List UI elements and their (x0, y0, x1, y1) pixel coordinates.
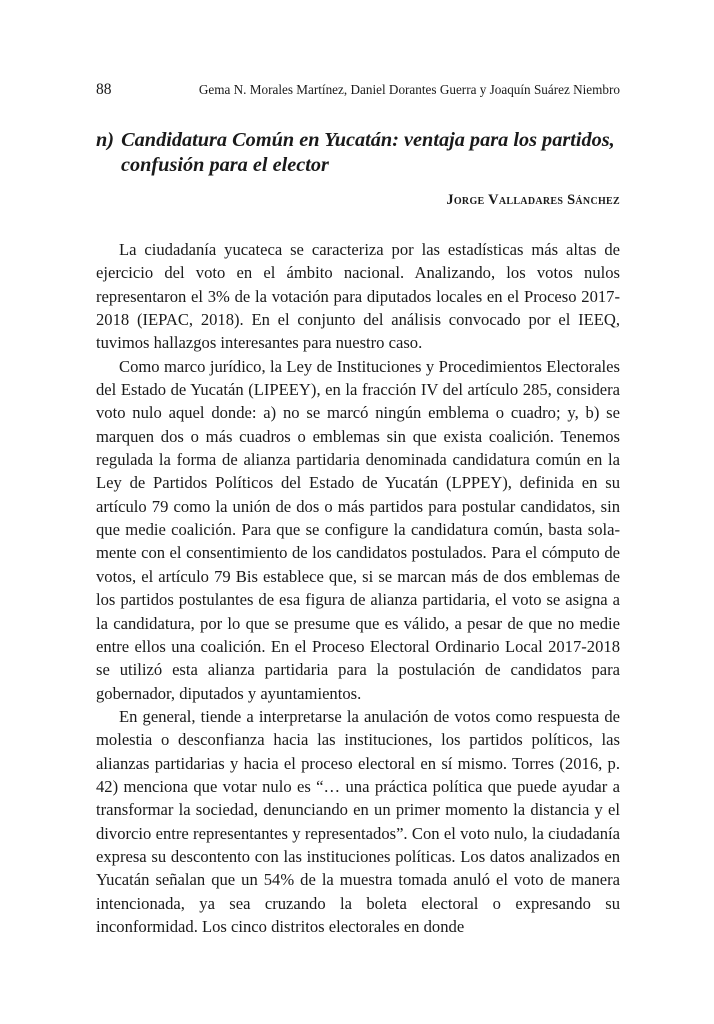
body-text (96, 238, 620, 938)
section-title (96, 128, 620, 178)
section-marker: n) (96, 129, 115, 151)
paragraph: En general, tiende a interpretarse la anulación de votos como respuesta de molestia o desconfianza hacia las instituciones, los partidos políticos, las alianzas partidarias y hacia el proceso electoral en sí mismo. Torres (2016, p. 42) menciona que votar nulo es “… una práctica política que puede ayudar a transformar la sociedad, denunciando en un primer momento la distancia y el divorcio entre representantes y representados”. Con el voto nulo, la ciudadanía expresa su descontento con las instituciones políticas. Los datos analizados en Yucatán señalan que un 54% de la muestra tomada anuló el voto de manera intencionada, ya sea cruzando la boleta electoral o expresando su inconformidad. Los cinco distritos electorales en donde (96, 706, 620, 936)
paragraph: La ciudadanía yucateca se caracteriza por las estadísticas más altas de ejercicio del voto en el ámbito nacional. Analizando, los votos nulos representaron el 3% de la votación para diputados locales en el Proceso 2017-2018 (IEPAC, 2018). En el conjunto del análisis convocado por el IEEQ, tuvimos hallazgos interesantes para nuestro caso. (96, 240, 620, 353)
book-page (96, 78, 620, 938)
section-title-line-2: confusión para el elector (121, 154, 329, 176)
section-title-line-1: Candidatura Común en Yucatán: ventaja para los partidos, (121, 129, 615, 151)
section-author: Jorge Valladares Sánchez (446, 192, 620, 208)
running-head (96, 78, 620, 102)
running-head-authors: Gema N. Morales Martínez, Daniel Dorantes Guerra y Joaquín Suárez Niembro (198, 82, 620, 97)
page-number: 88 (96, 81, 112, 98)
paragraph: Como marco jurídico, la Ley de Instituciones y Procedimientos Electorales del Estado de Yucatán (LIPEEY), en la fracción IV del artículo 285, considera voto nulo aquel donde: a) no se marcó ningún emblema o cuadro; y, b) se marquen dos o más cuadros o emblemas sin que exista coalición. Tenemos regulada la forma de alianza partidaria denominada candidatura común en la Ley de Partidos Políticos del Estado de Yucatán (LPPEY), definida en su artículo 79 como la unión de dos o más partidos para postular candidatos, sin que medie coalición. Para que se configure la candidatura común, basta solamente con el consentimiento de los candidatos postulados. Para el cómputo de votos, el artículo 79 Bis establece que, si se marcan más de dos emblemas de los partidos postulantes de esa figura de alianza partidaria, el voto se asigna a la candidatura, por lo que se presume que es válido, a pesar de que no medie entre ellos una coalición. En el Proceso Electoral Ordinario Local 2017-2018 se utilizó esta alianza partidaria para la postulación de candidatos para gobernador, diputados y ayuntamientos. (96, 356, 620, 703)
